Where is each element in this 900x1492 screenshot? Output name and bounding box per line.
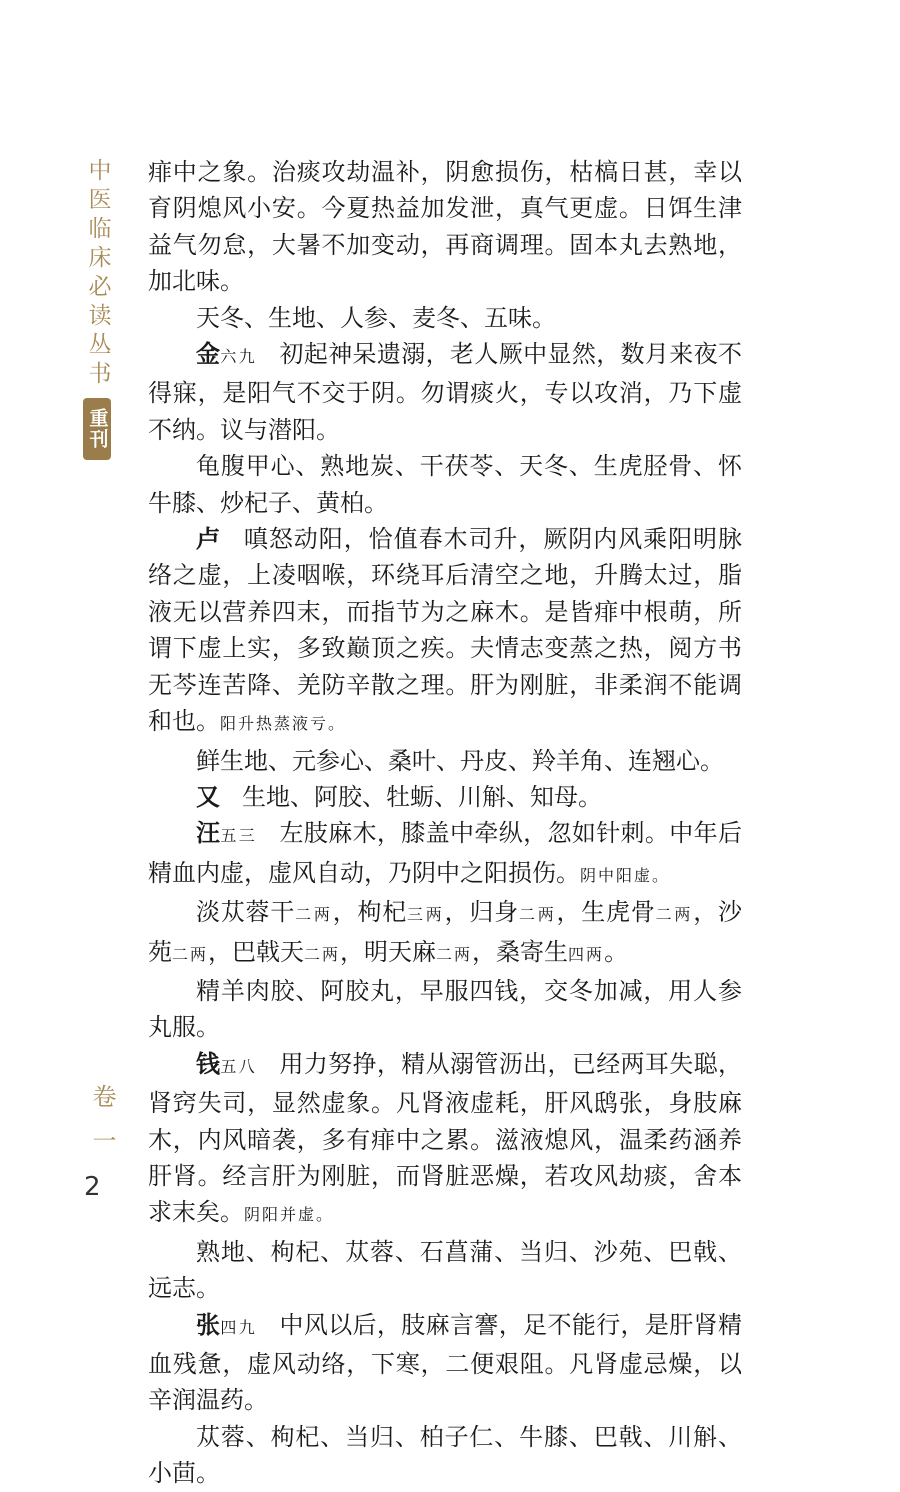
text-run: 鲜生地、元参心、桑叶、丹皮、羚羊角、连翘心。 [196,746,724,775]
small-note: 五八 [220,1056,258,1076]
text-run: 生地、阿胶、牡蛎、川斛、知母。 [242,782,602,811]
text-run: ，归身 [444,898,519,927]
paragraph [148,973,742,1046]
small-note: 四两 [568,944,605,964]
small-note: 二两 [295,905,333,925]
text-run: 苁蓉、枸杞、当归、柏子仁、牛膝、巴戟、川斛、小茴。 [148,1422,742,1488]
small-note: 四九 [220,1317,258,1337]
small-note: 二两 [518,905,557,925]
small-note: 二两 [436,944,473,964]
paragraph [148,1419,742,1492]
small-note: 五三 [220,826,258,846]
text-run: 左肢麻木，膝盖中牵纵，忽如针刺。中年后精血内虚，虚风自动，乃阴中之阳损伤。 [148,819,743,887]
paragraph [148,336,742,448]
text-run: ，枸杞 [332,898,408,927]
text-run: 痱中之象。治痰攻劫温补，阴愈损伤，枯槁日甚，幸以育阴熄风小安。今夏热益加发泄，真气更虚。日饵生津益气勿怠，大暑不加变动，再商调理。固本丸去熟地，加北味。 [148,158,742,296]
case-name: 汪 [196,818,221,848]
small-note: 二两 [655,905,694,925]
case-name: 卢 [196,524,221,554]
paragraph [148,743,742,779]
small-note: 二两 [304,944,341,964]
paragraph [148,1307,742,1419]
text-run: ，桑寄生 [472,937,569,966]
paragraph [148,815,742,894]
text-run: 中风以后，肢麻言謇，足不能行，是肝肾精血残惫，虚风动络，下寒，二便艰阻。凡肾虚忌燥，以辛润温药。 [148,1310,743,1415]
small-note: 六九 [220,347,258,367]
text-run: 熟地、枸杞、苁蓉、石菖蒲、当归、沙苑、巴戟、远志。 [148,1237,742,1303]
paragraph [148,1046,742,1234]
text-run: 嗔怒动阳，恰值春木司升，厥阴内风乘阳明脉络之虚，上凌咽喉，环绕耳后清空之地，升腾太过，脂液无以营养四末，而指节为之麻木。是皆痱中根萌，所谓下虚上实，多致巅顶之疾。夫情志变蒸之热，阅方书无芩连苦降、羌防辛散之理。肝为刚脏，非柔润不能调和也。 [148,525,742,736]
text-run: ，生虎骨 [556,898,656,927]
paragraph [148,154,742,300]
case-name: 钱 [196,1048,221,1078]
paragraph [148,1234,742,1307]
small-note: 三两 [407,905,445,925]
paragraph [148,894,742,973]
series-seal: 重刊 [83,398,111,460]
small-note: 阳升热蒸液亏。 [220,714,347,734]
text-run: 龟腹甲心、熟地炭、干茯苓、天冬、生虎胫骨、怀牛膝、炒杞子、黄柏。 [148,452,742,517]
paragraph [148,521,742,742]
small-note: 二两 [172,944,209,964]
text-run: 淡苁蓉干 [196,898,296,927]
series-title: 中医临床必读丛书 [84,158,111,390]
side-margin [80,158,114,460]
text-run: ，明天麻 [340,937,437,966]
text-run: 精羊肉胶、阿胶丸，早服四钱，交冬加减，用人参丸服。 [148,976,742,1042]
paragraph [148,779,742,815]
case-name: 又 [196,781,220,811]
text-run: 用力努挣，精从溺管沥出，已经两耳失聪，肾窍失司，显然虚象。凡肾液虚耗，肝风鸱张，身肢麻木，内风暗袭，多有痱中之累。滋液熄风，温柔药涵养肝肾。经言肝为刚脏，而肾脏恶燥，若攻风劫痰，舍本求末矣。 [148,1049,743,1227]
paragraph [148,300,742,336]
volume-label: 卷一 [88,1084,116,1172]
text-run: 。 [604,937,629,966]
small-note: 阴阳并虚。 [244,1205,335,1225]
small-note: 阴中阳虚。 [580,865,671,885]
text-run: ，沙苑 [148,898,742,966]
case-name: 金 [196,339,221,369]
body-text [148,154,742,1492]
case-name: 张 [196,1309,221,1339]
text-run: ，巴戟天 [208,937,305,966]
text-run: 天冬、生地、人参、麦冬、五味。 [196,303,556,332]
paragraph [148,448,742,521]
page-number: 2 [84,1172,101,1202]
text-run: 初起神呆遗溺，老人厥中显然，数月来夜不得寐，是阳气不交于阴。勿谓痰火，专以攻消，乃下虚不纳。议与潜阳。 [148,340,743,444]
